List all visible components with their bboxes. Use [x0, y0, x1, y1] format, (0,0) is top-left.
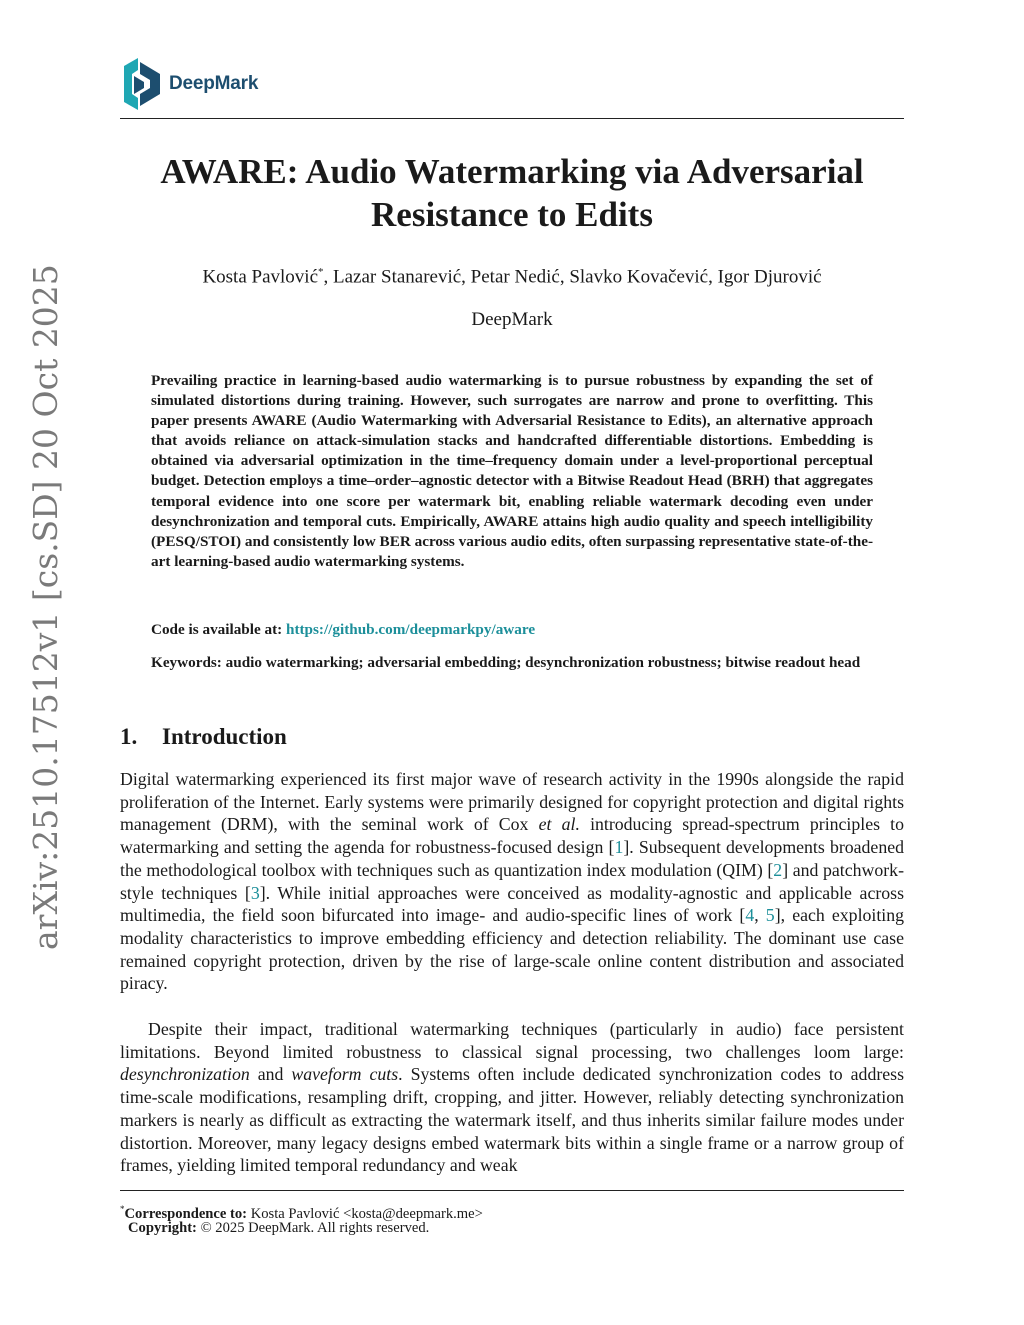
footnote-rule [120, 1190, 904, 1191]
copyright-text: © 2025 DeepMark. All rights reserved. [196, 1220, 430, 1236]
text: ]. While initial approaches were conceived as modality-agnostic and applicable across multimedia, the field soon bifurcated into image- and audio-specific lines of work [ [120, 882, 904, 926]
code-availability [151, 620, 873, 640]
section-number: 1. [120, 724, 138, 749]
section-title: Introduction [162, 724, 287, 749]
other-authors: , Lazar Stanarević, Petar Nedić, Slavko Kovačević, Igor Djurović [323, 266, 822, 288]
paper-title: AWARE: Audio Watermarking via Adversarial Resistance to Edits [160, 152, 864, 234]
first-author: Kosta Pavlović [202, 266, 319, 288]
text: Digital watermarking experienced its first major wave of research activity in the 1990s alongside the rapid proliferation of the Internet. Early systems were primarily designed for copyright protection and digital rights management (DRM), with the seminal work of Cox [120, 769, 904, 835]
text: ]. Subsequent developments broadened the methodological toolbox with techniques such as quantization index modulation (QIM) [ [120, 837, 904, 880]
code-label: Code is available at: [151, 621, 286, 638]
intro-paragraph-2 [120, 1018, 904, 1177]
text: . Systems often include dedicated synchronization codes to address time-scale modifications, resampling drift, cropping, and jitter. However, reliably detecting synchronization markers is nearly as difficult as extracting the watermark itself, and thus inherits similar failure modes under distortion. Moreover, many legacy designs embed watermark bits within a single frame or a narrow group of frames, yielding limited temporal redundancy and weak [120, 1064, 904, 1176]
text: ], each exploiting modality characteristics to improve embedding efficiency and detection reliability. The dominant use case remained copyright protection, driven by the rise of large-scale online content distribution and associated piracy. [120, 905, 904, 994]
header-rule [120, 118, 904, 119]
affiliation: DeepMark [471, 309, 553, 330]
emphasis: waveform cuts [291, 1064, 399, 1085]
keywords: Keywords: audio watermarking; adversarial embedding; desynchronization robustness; bitwise readout head [151, 654, 861, 671]
intro-paragraph-1 [120, 768, 904, 995]
text: , [754, 905, 766, 926]
emphasis: desynchronization [120, 1064, 250, 1085]
deepmark-logo-icon [120, 58, 162, 110]
etal: et al. [538, 814, 580, 835]
citation-link[interactable]: 1 [614, 837, 624, 858]
section-heading [120, 724, 287, 750]
copyright-footnote [128, 1219, 429, 1238]
corr-label: Correspondence to: [124, 1205, 248, 1222]
deepmark-logo [120, 58, 258, 110]
corresponding-mark: * [318, 266, 324, 278]
citation-link[interactable]: 2 [773, 859, 783, 880]
abstract: Prevailing practice in learning-based audio watermarking is to pursue robustness by expanding the set of simulated distortions during training. However, such surrogates are narrow and prone to overfitting. This paper presents AWARE (Audio Watermarking with Adversarial Resistance to Edits), an alternative approach that avoids reliance on attack-simulation stacks and handcrafted differentiable distortions. Embedding is obtained via adversarial optimization in the time–frequency domain under a level-proportional perceptual budget. Detection employs a time–order–agnostic detector with a Bitwise Readout Head (BRH) that aggregates temporal evidence into one score per watermark bit, enabling reliable watermark decoding even under desynchronization and temporal cuts. Empirically, AWARE attains high audio quality and speech intelligibility (PESQ/STOI) and consistently low BER across various audio edits, often surpassing representative state-of-the-art learning-based audio watermarking systems. [151, 372, 873, 570]
corr-text: Kosta Pavlović <kosta@deepmark.me> [247, 1205, 483, 1222]
text: and [249, 1064, 292, 1085]
text: Despite their impact, traditional watermarking techniques (particularly in audio) face persistent limitations. Beyond limited robustness to classical signal processing, two challenges loom large: [120, 1019, 904, 1062]
text: ] and patchwork-style techniques [ [120, 859, 904, 903]
text: introducing spread-spectrum principles to watermarking and setting the agenda for robustness-focused design [ [120, 814, 905, 858]
author-list [120, 266, 904, 288]
arxiv-stamp: arXiv:2510.17512v1 [cs.SD] 20 Oct 2025 [26, 264, 65, 950]
logo-text: DeepMark [169, 73, 259, 94]
copyright-label: Copyright: [128, 1220, 197, 1236]
code-link[interactable]: https://github.com/deepmarkpy/aware [286, 621, 536, 638]
citation-link[interactable]: 3 [250, 882, 260, 903]
citation-link[interactable]: 4 [745, 905, 755, 926]
footnote-mark: * [120, 1204, 125, 1214]
citation-link[interactable]: 5 [765, 905, 775, 926]
